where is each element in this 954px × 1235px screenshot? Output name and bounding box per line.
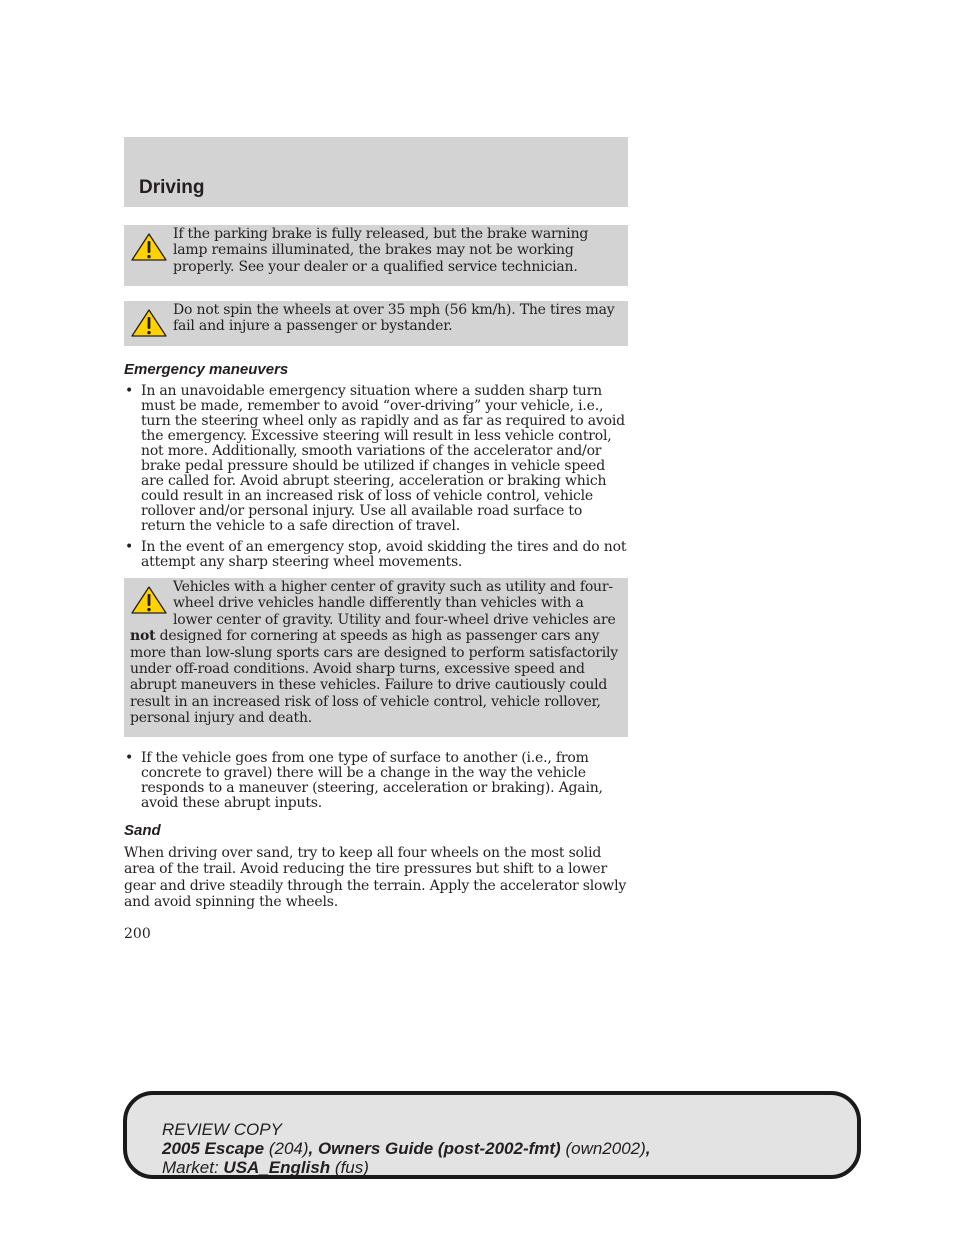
list-item-text: In the event of an emergency stop, avoid skidding the tires and do not attempt any sharp steering wheel movements. — [141, 539, 627, 570]
emergency-bullet-list — [124, 384, 630, 576]
warning-box-wheel-spin — [124, 301, 628, 346]
emergency-heading: Emergency maneuvers — [124, 361, 289, 378]
warning-box-center-of-gravity — [124, 578, 628, 737]
sand-heading: Sand — [124, 822, 161, 839]
list-item: • In an unavoidable emergency situation where a sudden sharp turn must be made, remember to avoid “over-driving” your vehicle, i.e., turn the steering wheel only as rapidly and as far as required to avoid the emergency. Excessive steering will result in less vehicle control, not more. Additionally, smooth variations of the accelerator and/or brake pedal pressure should be utilized if changes in vehicle speed are called for. Avoid abrupt steering, acceleration or braking which could result in an increased risk of loss of vehicle control, vehicle rollover and/or personal injury. Use all available road surface to return the vehicle to a safe direction of travel. — [125, 383, 625, 534]
list-item-text: If the vehicle goes from one type of surface to another (i.e., from concrete to gravel) there will be a change in the way the vehicle responds to a maneuver (steering, acceleration or braking). Again, avoid these abrupt inputs. — [141, 750, 603, 811]
warning-text: Do not spin the wheels at over 35 mph (56 km/h). The tires may fail and injure a passenger or bystander. — [173, 302, 615, 335]
warning-text-after: designed for cornering at speeds as high as passenger cars any more than low-slung sports cars are designed to perform satisfactorily under off-road conditions. Avoid sharp turns, excessive speed and abrupt maneuvers in these vehicles. Failure to drive cautiously could result in an increased risk of loss of vehicle control, vehicle rollover, personal injury and death. — [130, 628, 618, 727]
warning-triangle-icon — [130, 585, 168, 615]
page-number: 200 — [124, 926, 151, 942]
footer-model: 2005 Escape — [162, 1139, 265, 1158]
section-title: Driving — [139, 177, 205, 198]
footer-model-code: (204) — [268, 1139, 309, 1158]
list-item: • In the event of an emergency stop, avoid skidding the tires and do not attempt any sharp steering wheel movements. — [125, 539, 627, 570]
review-copy-footer — [123, 1091, 861, 1179]
warning-text-emphasis: not — [130, 628, 156, 645]
footer-market-code: (fus) — [334, 1158, 369, 1177]
review-copy-label: REVIEW COPY — [162, 1120, 282, 1139]
list-item: • If the vehicle goes from one type of surface to another (i.e., from concrete to gravel) there will be a change in the way the vehicle responds to a maneuver (steering, acceleration or braking). Again, avoid these abrupt inputs. — [125, 750, 603, 811]
warning-box-parking-brake — [124, 225, 628, 286]
list-item-text: In an unavoidable emergency situation where a sudden sharp turn must be made, remember to avoid “over-driving” your vehicle, i.e., turn the steering wheel only as rapidly and as far as required to avoid the emergency. Excessive steering will result in less vehicle control, not more. Additionally, smooth variations of the accelerator and/or brake pedal pressure should be utilized if changes in vehicle speed are called for. Avoid abrupt steering, acceleration or braking which could result in an increased risk of loss of vehicle control, vehicle rollover and/or personal injury. Use all available road surface to return the vehicle to a safe direction of travel. — [141, 383, 625, 534]
footer-market-label: Market: — [162, 1158, 219, 1177]
footer-guide-code: (own2002) — [565, 1139, 646, 1158]
footer-market: USA_English — [223, 1158, 331, 1177]
section-header — [124, 137, 628, 207]
footer-guide: , Owners Guide (post-2002-fmt) — [308, 1139, 561, 1158]
warning-triangle-icon — [130, 308, 168, 338]
warning-triangle-icon — [130, 232, 168, 262]
emergency-bullet-list-continued — [124, 751, 630, 817]
warning-text: If the parking brake is fully released, but the brake warning lamp remains illuminated, the brakes may not be working properly. See your dealer or a qualified service technician. — [173, 226, 589, 275]
sand-paragraph: When driving over sand, try to keep all four wheels on the most solid area of the trail. Avoid reducing the tire pressures but shift to a lower gear and drive steadily through the terrain. Apply the accelerator slowly and avoid spinning the wheels. — [124, 845, 627, 911]
footer-comma: , — [645, 1139, 651, 1158]
footer-text — [162, 1120, 651, 1177]
warning-text-before: Vehicles with a higher center of gravity such as utility and four-wheel drive vehicles handle differently than vehicles with a lower center of gravity. Utility and four-wheel drive vehicles are — [173, 579, 616, 628]
